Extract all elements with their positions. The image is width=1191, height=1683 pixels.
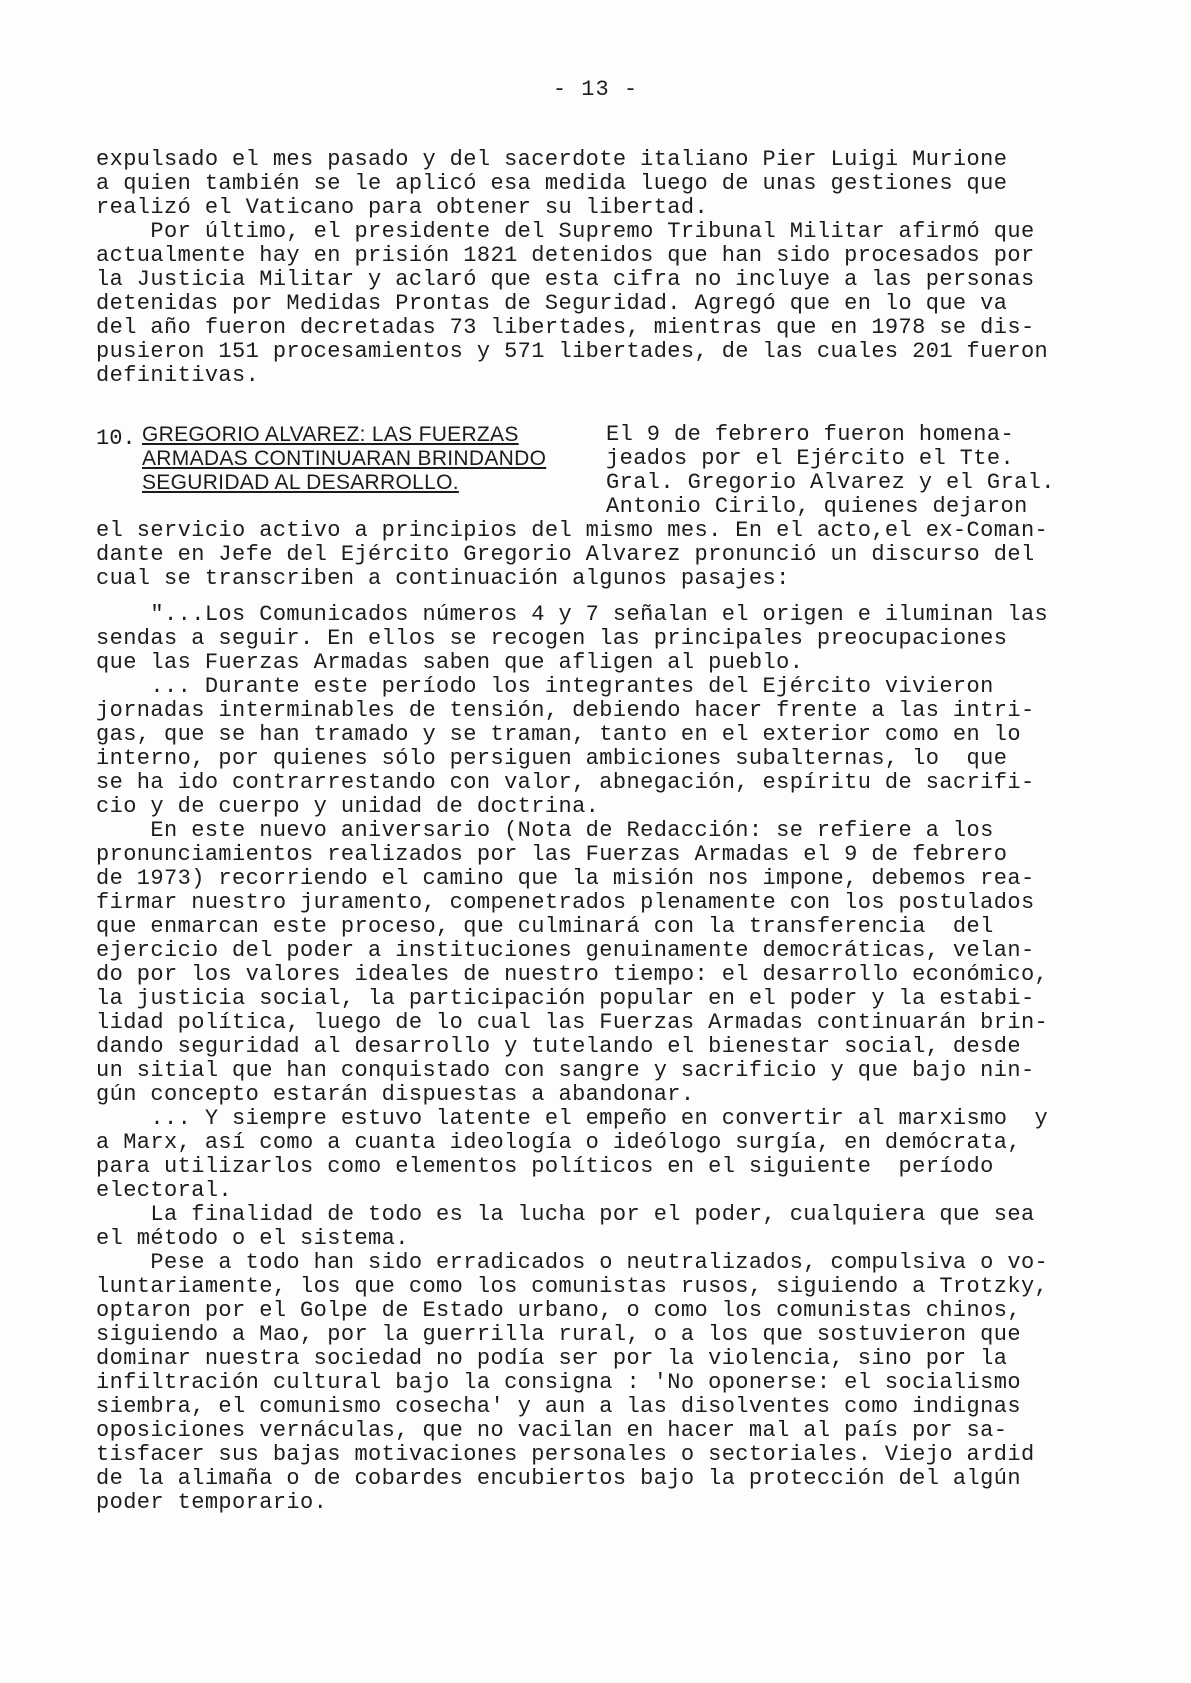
- section-continuation: el servicio activo a principios del mismo mes. En el acto,el ex-Coman- dante en Jefe del Ejército Gregorio Alvarez pronunció un discurso del cual se transcriben a continuación algunos pasajes:: [96, 518, 1049, 591]
- section-number: 10.: [96, 426, 136, 451]
- speech-quote: "...Los Comunicados números 4 y 7 señalan el origen e iluminan las sendas a seguir. En ellos se recogen las principales preocupaciones que las Fuerzas Armadas saben que afligen al pueblo. ... Durante este período los integrantes del Ejército vivieron jornadas interminables de tensión, debiendo hacer frente a las intri- gas, que se han tramado y se traman, tanto en el exterior como en lo interno, por quienes sólo persiguen ambiciones subalternas, lo que se ha ido contrarrestando con valor, abnegación, espíritu de sacrifi- cio y de cuerpo y unidad de doctrina. En este nuevo aniversario (Nota de Redacción: se refiere a los pronunciamientos realizados por las Fuerzas Armadas el 9 de febrero de 1973) recorriendo el camino que la misión nos impone, debemos rea- firmar nuestro juramento, compenetrados plenamente con los postulados que enmarcan este proceso, que culminará con la transferencia del ejercicio del poder a instituciones genuinamente democráticas, velan- do por los valores ideales de nuestro tiempo: el desarrollo económico, la justicia social, la participación popular en el poder y la estabi- lidad política, luego de lo cual las Fuerzas Armadas continuarán brin- dando seguridad al desarrollo y tutelando el bienestar social, desde un sitial que han conquistado con sangre y sacrificio y que bajo nin- gún concepto estarán dispuestas a abandonar. ... Y siempre estuvo latente el empeño en convertir al marxismo y a Marx, así como a cuanta ideología o ideólogo surgía, en demócrata, para utilizarlos como elementos políticos en el siguiente período electoral. La finalidad de todo es la lucha por el poder, cualquiera que sea el método o el sistema. Pese a todo han sido erradicados o neutralizados, compulsiva o vo- luntariamente, los que como los comunistas rusos, siguiendo a Trotzky, optaron por el Golpe de Estado urbano, o como los comunistas chinos, siguiendo a Mao, por la guerrilla rural, o a los que sostuvieron que dominar nuestra sociedad no podía ser por la violencia, sino por la infiltración cultural bajo la consigna : 'No oponerse: el socialismo siembra, el comunismo cosecha' y aun a las disolventes como indignas oposiciones vernáculas, que no vacilan en hacer mal al país por sa- tisfacer sus bajas motivaciones personales o sectoriales. Viejo ardid de la alimaña o de cobardes encubiertos bajo la protección del algún poder temporario.: [96, 602, 1049, 1515]
- page-number: - 13 -: [552, 77, 639, 102]
- intro-paragraph: expulsado el mes pasado y del sacerdote italiano Pier Luigi Murione a quien también se le aplicó esa medida luego de unas gestiones que realizó el Vaticano para obtener su libertad. Por último, el presidente del Supremo Tribunal Militar afirmó que actualmente hay en prisión 1821 detenidos que han sido procesados por la Justicia Militar y aclaró que esta cifra no incluye a las personas detenidas por Medidas Prontas de Seguridad. Agregó que en lo que va del año fueron decretadas 73 libertades, mientras que en 1978 se dis- pusieron 151 procesamientos y 571 libertades, de las cuales 201 fueron definitivas.: [96, 147, 1049, 388]
- section-heading: GREGORIO ALVAREZ: LAS FUERZAS ARMADAS CONTINUARAN BRINDANDO SEGURIDAD AL DESARROLLO.: [142, 423, 547, 494]
- section-side-text: El 9 de febrero fueron homena- jeados por el Ejército el Tte. Gral. Gregorio Alvarez y el Gral. Antonio Cirilo, quienes dejaron: [606, 422, 1055, 519]
